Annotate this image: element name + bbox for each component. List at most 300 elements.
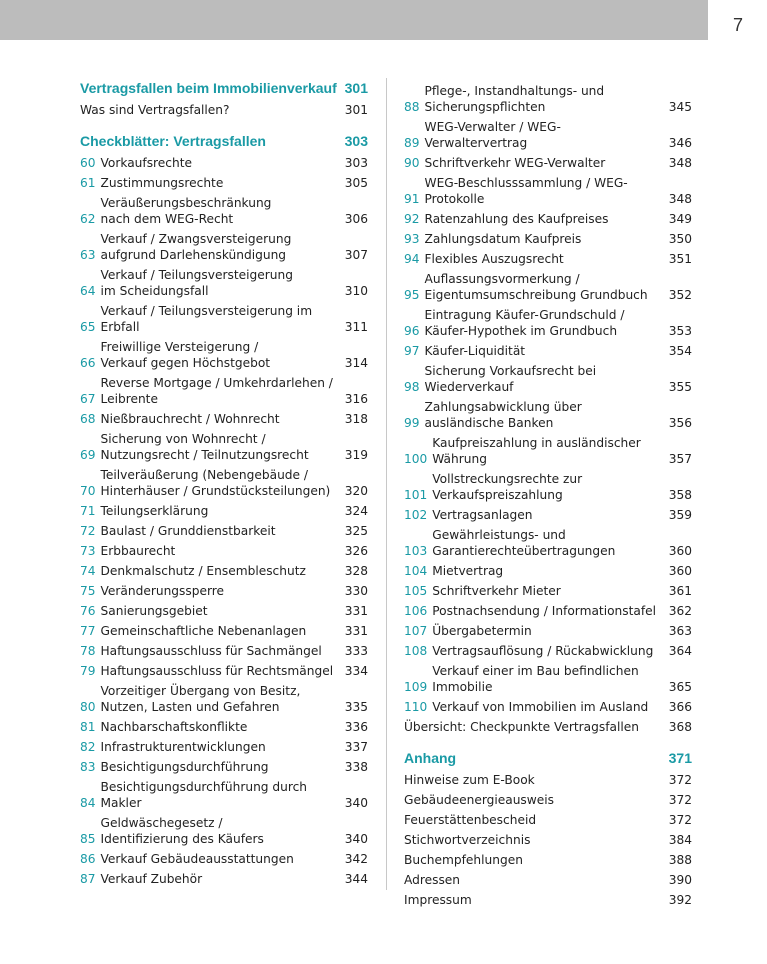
entry-title	[404, 792, 663, 808]
entry-title-line: Adressen	[404, 873, 461, 887]
entry-number: 74	[80, 564, 96, 578]
entry-title-line: Vorkaufsrechte	[100, 156, 192, 170]
toc-entry[interactable]	[80, 851, 368, 867]
entry-page-number: 325	[344, 524, 368, 538]
toc-entry[interactable]	[80, 643, 368, 659]
entry-number: 82	[80, 740, 96, 754]
entry-title-line: Haftungsausschluss für Rechtsmängel	[100, 664, 334, 678]
entry-title	[101, 663, 339, 679]
entry-page-number: 384	[668, 833, 692, 847]
entry-title	[101, 623, 339, 639]
toc-entry[interactable]	[404, 175, 692, 207]
entry-title-line: Währung	[432, 452, 487, 466]
entry-page-number: 372	[668, 813, 692, 827]
entry-page-number: 324	[344, 504, 368, 518]
entry-number: 94	[404, 252, 420, 266]
entry-title-line: Übergabetermin	[432, 624, 532, 638]
entry-number: 68	[80, 412, 96, 426]
entry-title-line: Eigentumsumschreibung Grundbuch	[424, 288, 648, 302]
entry-number: 71	[80, 504, 96, 518]
entry-title	[432, 583, 662, 599]
entry-title	[101, 195, 339, 227]
entry-title-line: Nachbarschaftskonflikte	[100, 720, 248, 734]
entry-page-number: 310	[344, 284, 368, 298]
entry-title-line: Zahlungsabwicklung über	[424, 400, 582, 414]
entry-title-line: Denkmalschutz / Ensembleschutz	[100, 564, 306, 578]
entry-title-line: Hinweise zum E-Book	[404, 773, 535, 787]
toc-entry[interactable]	[80, 503, 368, 519]
entry-title-line: Zahlungsdatum Kaufpreis	[424, 232, 582, 246]
entry-title	[101, 467, 339, 499]
entry-title-line: Käufer-Liquidität	[424, 344, 526, 358]
entry-title-line: Übersicht: Checkpunkte Vertragsfallen	[404, 720, 639, 734]
entry-number: 65	[80, 320, 96, 334]
entry-page-number: 348	[668, 156, 692, 170]
toc-entry[interactable]	[80, 375, 368, 407]
toc-entry[interactable]	[80, 563, 368, 579]
entry-title	[101, 303, 339, 335]
entry-number: 103	[404, 544, 428, 558]
entry-page-number: 320	[344, 484, 368, 498]
entry-page-number: 318	[344, 412, 368, 426]
entry-title-line: Stichwortverzeichnis	[404, 833, 531, 847]
entry-title	[404, 872, 663, 888]
entry-title	[101, 563, 339, 579]
entry-number: 83	[80, 760, 96, 774]
entry-title-line: Erbbaurecht	[100, 544, 176, 558]
entry-number: 96	[404, 324, 420, 338]
entry-title-line: Wiederverkauf	[424, 380, 514, 394]
entry-title-line: Gebäudeenergieausweis	[404, 793, 554, 807]
entry-title	[425, 211, 663, 227]
entry-page-number: 349	[668, 212, 692, 226]
entry-title-line: Verkaufspreiszahlung	[432, 488, 563, 502]
section-page-number: 371	[668, 750, 692, 766]
entry-page-number: 306	[344, 212, 368, 226]
entry-title-line: ausländische Banken	[424, 416, 554, 430]
entry-title	[101, 759, 339, 775]
entry-title	[425, 343, 663, 359]
section-title: Anhang	[404, 750, 457, 766]
entry-title-line: Sicherungspflichten	[424, 100, 546, 114]
entry-title	[432, 507, 662, 523]
entry-title	[101, 175, 339, 191]
toc-entry[interactable]	[404, 699, 692, 715]
entry-title-line: Feuerstättenbescheid	[404, 813, 537, 827]
entry-title-line: Postnachsendung / Informationstafel	[432, 604, 657, 618]
toc-entry[interactable]	[404, 812, 692, 828]
entry-number: 101	[404, 488, 428, 502]
entry-title-line: Immobilie	[432, 680, 493, 694]
toc-entry[interactable]	[80, 603, 368, 619]
entry-page-number: 316	[344, 392, 368, 406]
entry-title	[101, 683, 339, 715]
entry-title	[404, 892, 663, 908]
entry-page-number: 334	[344, 664, 368, 678]
entry-title	[101, 267, 339, 299]
entry-page-number: 356	[668, 416, 692, 430]
entry-number: 90	[404, 156, 420, 170]
entry-title-line: Flexibles Auszugsrecht	[424, 252, 564, 266]
entry-title-line: Mietvertrag	[432, 564, 504, 578]
entry-page-number: 314	[344, 356, 368, 370]
entry-number: 63	[80, 248, 96, 262]
entry-number: 110	[404, 700, 428, 714]
entry-title-line: Verkauf / Teilungsversteigerung	[100, 268, 293, 282]
entry-page-number: 348	[668, 192, 692, 206]
entry-page-number: 337	[344, 740, 368, 754]
entry-title	[101, 411, 339, 427]
entry-title-line: Vertragsauflösung / Rückabwicklung	[432, 644, 654, 658]
entry-page-number: 305	[344, 176, 368, 190]
entry-page-number: 392	[668, 893, 692, 907]
toc-entry[interactable]	[404, 231, 692, 247]
toc-entry[interactable]	[404, 471, 692, 503]
entry-number: 99	[404, 416, 420, 430]
toc-entry[interactable]	[80, 231, 368, 263]
entry-page-number: 328	[344, 564, 368, 578]
toc-entry[interactable]	[80, 543, 368, 559]
toc-entry[interactable]	[404, 832, 692, 848]
entry-title-line: Reverse Mortgage / Umkehrdarlehen /	[100, 376, 333, 390]
entry-title-line: Käufer-Hypothek im Grundbuch	[424, 324, 618, 338]
entry-number: 84	[80, 796, 96, 810]
toc-entry[interactable]	[404, 155, 692, 171]
entry-title	[425, 155, 663, 171]
entry-title	[425, 175, 663, 207]
entry-page-number: 372	[668, 773, 692, 787]
entry-number: 109	[404, 680, 428, 694]
entry-title	[425, 119, 663, 151]
toc-entry[interactable]	[80, 583, 368, 599]
entry-title	[404, 719, 663, 735]
entry-title-line: Verkauf Zubehör	[100, 872, 203, 886]
column-divider	[386, 78, 387, 890]
entry-page-number: 351	[668, 252, 692, 266]
toc-entry[interactable]	[80, 759, 368, 775]
entry-number: 102	[404, 508, 428, 522]
header-bar	[0, 0, 708, 40]
entry-title	[425, 231, 663, 247]
entry-number: 76	[80, 604, 96, 618]
toc-entry[interactable]	[404, 363, 692, 395]
entry-page-number: 354	[668, 344, 692, 358]
page-number: 7	[732, 15, 743, 35]
entry-page-number: 336	[344, 720, 368, 734]
entry-title	[432, 643, 662, 659]
entry-number: 69	[80, 448, 96, 462]
entry-page-number: 365	[668, 680, 692, 694]
entry-page-number: 340	[344, 832, 368, 846]
entry-title	[432, 699, 662, 715]
entry-page-number: 366	[668, 700, 692, 714]
entry-number: 87	[80, 872, 96, 886]
toc-entry[interactable]	[80, 267, 368, 299]
entry-page-number: 303	[344, 156, 368, 170]
entry-title-line: Gewährleistungs- und	[432, 528, 566, 542]
section-page-number: 303	[344, 133, 368, 149]
entry-title-line: Veräußerungsbeschränkung	[100, 196, 272, 210]
entry-page-number: 333	[344, 644, 368, 658]
entry-page-number: 388	[668, 853, 692, 867]
entry-title	[432, 563, 662, 579]
toc-entry[interactable]	[404, 872, 692, 888]
entry-title	[425, 363, 663, 395]
entry-title-line: Baulast / Grunddienstbarkeit	[100, 524, 276, 538]
entry-number: 88	[404, 100, 420, 114]
entry-title	[432, 603, 662, 619]
entry-title-line: im Scheidungsfall	[100, 284, 209, 298]
toc-column-right	[404, 79, 692, 908]
entry-title-line: Identifizierung des Käufers	[100, 832, 264, 846]
toc-entry[interactable]	[80, 467, 368, 499]
toc-entry[interactable]	[404, 251, 692, 267]
entry-page-number: 357	[668, 452, 692, 466]
entry-number: 98	[404, 380, 420, 394]
entry-title	[101, 739, 339, 755]
toc-entry[interactable]	[404, 772, 692, 788]
entry-page-number: 345	[668, 100, 692, 114]
entry-title	[432, 527, 662, 559]
entry-title	[432, 435, 662, 467]
toc-entry[interactable]	[404, 435, 692, 467]
entry-title-line: Pflege-, Instandhaltungs- und	[424, 84, 605, 98]
entry-title-line: Was sind Vertragsfallen?	[80, 103, 230, 117]
entry-title-line: Verkauf einer im Bau befindlichen	[432, 664, 639, 678]
toc-entry[interactable]	[404, 852, 692, 868]
toc-entry[interactable]	[80, 815, 368, 847]
entry-title	[101, 503, 339, 519]
entry-title	[101, 231, 339, 263]
entry-title-line: Hinterhäuser / Grundstücksteilungen)	[100, 484, 331, 498]
entry-title-line: Verkauf von Immobilien im Ausland	[432, 700, 649, 714]
toc-entry[interactable]	[80, 102, 368, 118]
entry-title-line: Garantierechteübertragungen	[432, 544, 616, 558]
entry-number: 108	[404, 644, 428, 658]
entry-page-number: 340	[344, 796, 368, 810]
toc-entry[interactable]	[404, 892, 692, 908]
entry-page-number: 390	[668, 873, 692, 887]
toc-entry[interactable]	[80, 195, 368, 227]
entry-title-line: Gemeinschaftliche Nebenanlagen	[100, 624, 307, 638]
entry-title	[432, 663, 662, 695]
entry-title-line: Teilungserklärung	[100, 504, 209, 518]
toc-entry[interactable]	[80, 683, 368, 715]
entry-number: 78	[80, 644, 96, 658]
toc-entry[interactable]	[404, 271, 692, 303]
toc-entry[interactable]	[80, 339, 368, 371]
entry-page-number: 319	[344, 448, 368, 462]
toc-entry[interactable]	[80, 719, 368, 735]
entry-title	[432, 471, 662, 503]
entry-page-number: 346	[668, 136, 692, 150]
entry-page-number: 359	[668, 508, 692, 522]
entry-number: 62	[80, 212, 96, 226]
entry-number: 97	[404, 344, 420, 358]
entry-number: 77	[80, 624, 96, 638]
entry-title-line: nach dem WEG-Recht	[100, 212, 234, 226]
entry-number: 95	[404, 288, 420, 302]
entry-page-number: 353	[668, 324, 692, 338]
entry-number: 107	[404, 624, 428, 638]
entry-title	[425, 271, 663, 303]
toc-entry[interactable]	[80, 431, 368, 463]
entry-title	[101, 155, 339, 171]
toc-section-heading[interactable]	[80, 79, 368, 97]
entry-page-number: 364	[668, 644, 692, 658]
entry-title-line: Nutzungsrecht / Teilnutzungsrecht	[100, 448, 309, 462]
toc-entry[interactable]	[404, 603, 692, 619]
entry-number: 89	[404, 136, 420, 150]
entry-page-number: 326	[344, 544, 368, 558]
toc-entry[interactable]	[80, 523, 368, 539]
section-title: Vertragsfallen beim Immobilienverkauf	[80, 80, 337, 96]
entry-number: 67	[80, 392, 96, 406]
entry-page-number: 307	[344, 248, 368, 262]
toc-column-left	[80, 79, 368, 887]
entry-title-line: Impressum	[404, 893, 472, 907]
entry-title	[101, 431, 339, 463]
toc-entry[interactable]	[404, 643, 692, 659]
entry-title	[101, 543, 339, 559]
entry-title-line: Buchempfehlungen	[404, 853, 523, 867]
toc-section-heading[interactable]	[80, 132, 368, 150]
toc-entry[interactable]	[404, 719, 692, 735]
entry-number: 79	[80, 664, 96, 678]
entry-title	[101, 523, 339, 539]
toc-entry[interactable]	[404, 583, 692, 599]
entry-title-line: WEG-Verwalter / WEG-Verwaltervertrag	[424, 120, 561, 150]
toc-entry[interactable]	[80, 411, 368, 427]
entry-page-number: 350	[668, 232, 692, 246]
entry-title-line: Vertragsanlagen	[432, 508, 533, 522]
toc-section-heading[interactable]	[404, 749, 692, 767]
entry-title	[101, 779, 339, 811]
entry-title-line: Schriftverkehr Mieter	[432, 584, 561, 598]
entry-page-number: 372	[668, 793, 692, 807]
toc-entry[interactable]	[404, 792, 692, 808]
entry-title	[101, 851, 339, 867]
entry-number: 105	[404, 584, 428, 598]
entry-number: 60	[80, 156, 96, 170]
entry-title	[101, 871, 339, 887]
entry-title	[101, 603, 339, 619]
entry-title-line: aufgrund Darlehenskündigung	[100, 248, 287, 262]
entry-title	[101, 583, 339, 599]
entry-number: 100	[404, 452, 428, 466]
entry-title-line: Geldwäschegesetz /	[100, 816, 223, 830]
entry-title-line: Haftungsausschluss für Sachmängel	[100, 644, 322, 658]
toc-entry[interactable]	[404, 83, 692, 115]
entry-title-line: Eintragung Käufer-Grundschuld /	[424, 308, 625, 322]
section-title: Checkblätter: Vertragsfallen	[80, 133, 266, 149]
toc-entry[interactable]	[404, 119, 692, 151]
entry-number: 70	[80, 484, 96, 498]
entry-title-line: Zustimmungsrechte	[100, 176, 224, 190]
entry-number: 92	[404, 212, 420, 226]
entry-number: 72	[80, 524, 96, 538]
entry-title	[101, 719, 339, 735]
entry-number: 86	[80, 852, 96, 866]
entry-title-line: Leibrente	[100, 392, 158, 406]
entry-title-line: Auflassungsvormerkung /	[424, 272, 580, 286]
toc-entry[interactable]	[404, 399, 692, 431]
entry-title	[101, 339, 339, 371]
entry-number: 93	[404, 232, 420, 246]
entry-page-number: 344	[344, 872, 368, 886]
entry-title	[425, 83, 663, 115]
toc-entry[interactable]	[404, 527, 692, 559]
entry-number: 106	[404, 604, 428, 618]
entry-title	[80, 102, 339, 118]
entry-page-number: 360	[668, 564, 692, 578]
entry-title-line: Schriftverkehr WEG-Verwalter	[424, 156, 606, 170]
entry-page-number: 355	[668, 380, 692, 394]
entry-title	[101, 815, 339, 847]
entry-number: 91	[404, 192, 420, 206]
entry-page-number: 358	[668, 488, 692, 502]
entry-page-number: 301	[344, 103, 368, 117]
toc-entry[interactable]	[80, 779, 368, 811]
entry-title-line: Nießbrauchrecht / Wohnrecht	[100, 412, 280, 426]
entry-number: 85	[80, 832, 96, 846]
toc-entry[interactable]	[80, 663, 368, 679]
entry-page-number: 368	[668, 720, 692, 734]
entry-title-line: Ratenzahlung des Kaufpreises	[424, 212, 609, 226]
entry-page-number: 361	[668, 584, 692, 598]
entry-page-number: 330	[344, 584, 368, 598]
entry-title-line: Sicherung von Wohnrecht /	[100, 432, 266, 446]
toc-entry[interactable]	[404, 563, 692, 579]
entry-title	[101, 643, 339, 659]
entry-number: 64	[80, 284, 96, 298]
entry-title-line: Verkauf Gebäudeausstattungen	[100, 852, 294, 866]
toc-entry[interactable]	[404, 211, 692, 227]
entry-page-number: 362	[668, 604, 692, 618]
toc-entry[interactable]	[80, 739, 368, 755]
entry-title	[432, 623, 662, 639]
entry-title-line: Sanierungsgebiet	[100, 604, 208, 618]
entry-page-number: 338	[344, 760, 368, 774]
entry-title	[404, 772, 663, 788]
entry-title-line: Kaufpreiszahlung in ausländischer	[432, 436, 641, 450]
entry-page-number: 363	[668, 624, 692, 638]
entry-title-line: Verkauf / Zwangsversteigerung	[100, 232, 292, 246]
entry-title	[425, 307, 663, 339]
entry-title-line: Veränderungssperre	[100, 584, 225, 598]
entry-title-line: Infrastrukturentwicklungen	[100, 740, 266, 754]
entry-page-number: 311	[344, 320, 368, 334]
entry-title-line: WEG-Beschlusssammlung / WEG-Protokolle	[424, 176, 628, 206]
toc-entry[interactable]	[404, 623, 692, 639]
toc-entry[interactable]	[80, 155, 368, 171]
entry-title	[425, 251, 663, 267]
toc-entry[interactable]	[404, 507, 692, 523]
toc-entry[interactable]	[404, 343, 692, 359]
entry-title-line: Besichtigungsdurchführung durch Makler	[100, 780, 308, 810]
toc-entry[interactable]	[80, 623, 368, 639]
entry-number: 75	[80, 584, 96, 598]
toc-entry[interactable]	[404, 307, 692, 339]
toc-entry[interactable]	[80, 303, 368, 335]
entry-title	[404, 852, 663, 868]
entry-page-number: 352	[668, 288, 692, 302]
toc-entry[interactable]	[404, 663, 692, 695]
toc-entry[interactable]	[80, 871, 368, 887]
entry-number: 80	[80, 700, 96, 714]
toc-entry[interactable]	[80, 175, 368, 191]
entry-title-line: Teilveräußerung (Nebengebäude /	[100, 468, 309, 482]
